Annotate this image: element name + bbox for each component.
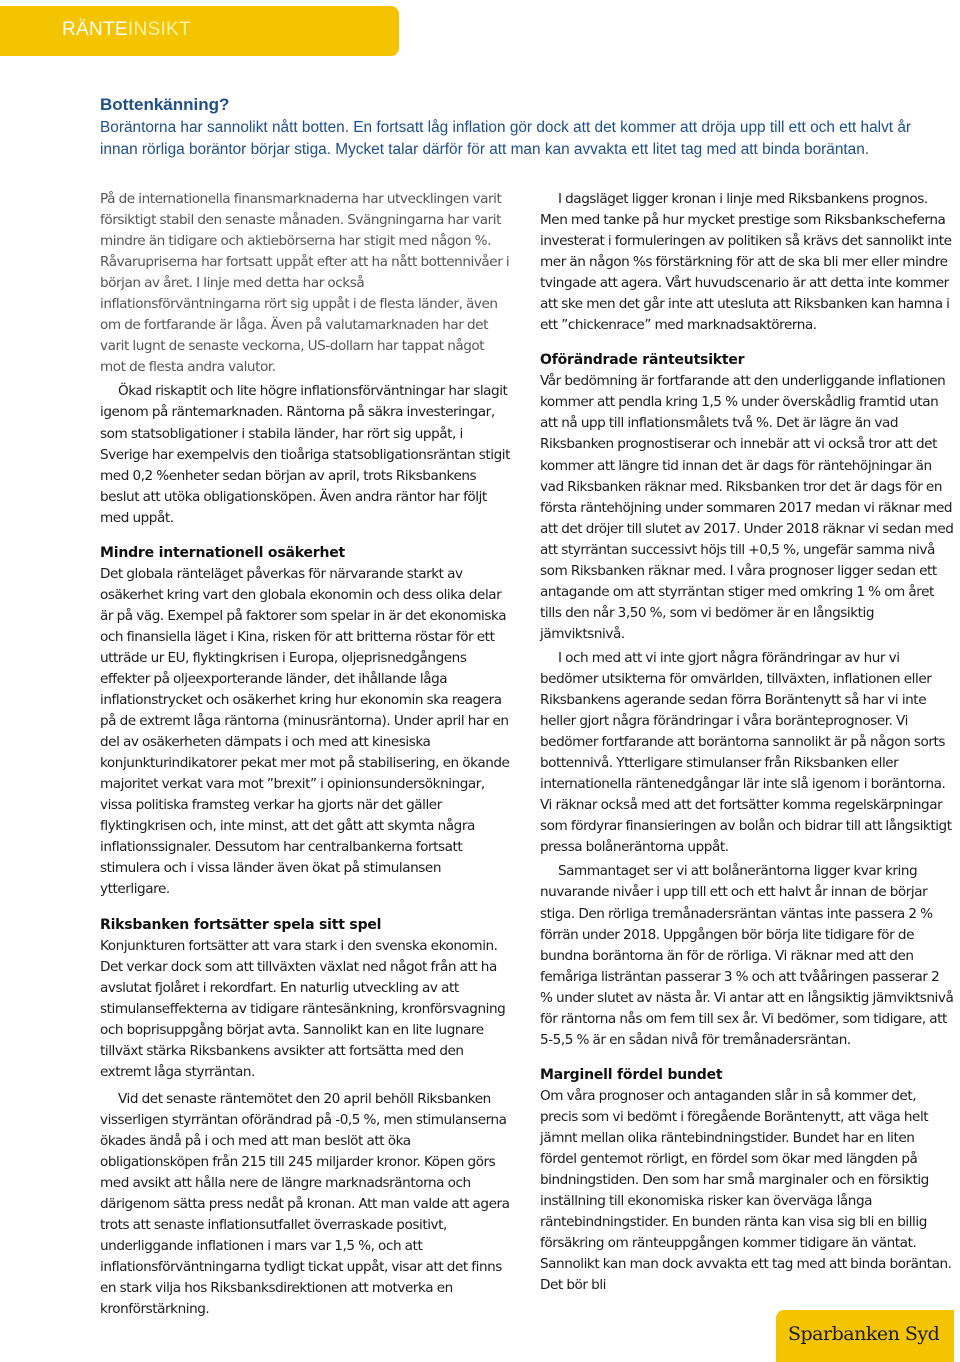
section-heading: Oförändrade ränteutsikter — [540, 352, 745, 369]
publication-title-part1: RÄNTE — [62, 19, 128, 40]
section-heading: Marginell fördel bundet — [540, 1066, 723, 1083]
body-paragraph: På de internationella finansmarknaderna har utvecklingen varit försiktigt stabil den senaste månaden. Svängningarna har varit mindre än tidigare och aktiebörserna har stigit med någon %. Råvarupriserna har fortsatt uppåt efter att ha nått bottennivåer i början av året. I linje med detta har också inflationsförväntningarna rört sig uppåt i de flesta länder, även om de fortfarande är låga. Även på valutamarknaden har det varit lugnt de senaste veckorna, US-dollarn har tappat något mot de flesta andra valutor. — [100, 191, 510, 376]
body-paragraph: Om våra prognoser och antaganden slår in så kommer det, precis som vi bedömt i föregående Boräntenytt, att väga helt jämnt mellan olika räntebindningstider. Bundet har en liten fördel gentemot rörligt, en fördel som ökar med längden på bindningstiden. Den som har små marginaler och en försiktig inställning till ekonomiska risker kan överväga långa räntebindningstider. En bunden ränta kan visa sig bli en billig försäkring om ränteuppgången kommer tidigare än väntat. Sannolikt kan man dock avvakta ett tag med att binda boräntan. Det bör bli — [540, 1087, 952, 1294]
body-paragraph: Vid det senaste räntemötet den 20 april behöll Riksbanken visserligen styrräntan oförändrad på -0,5 %, men stimulanserna ökades ändå på i och med att man beslöt att öka obligationsköpen från 215 till 245 miljarder kronor. Köpen görs med avsikt att hålla nere de längre marknadsräntorna och därigenom sätta press nedåt på kronan. Att man valde att agera trots att senaste inflationsutfallet överraskade positivt, underliggande inflationen i mars var 1,5 %, och att inflationsförväntningarna tydligt tickat uppåt, visar att det finns en stark vilja hos Riksbanksdirektionen att motverka en kronförstärkning. — [100, 1090, 510, 1318]
body-paragraph: Ökad riskaptit och lite högre inflationsförväntningar har slagit igenom på räntemarknaden. Räntorna på säkra investeringar, som statsobligationer i stabila länder, har rört sig uppåt, i Sverige har exempelvis den tioåriga statsobligationsräntan stigit med 0,2 %enheter sedan början av april, trots Riksbankens beslut att utöka obligationsköpen. Även andra räntor har följt med uppåt. — [100, 383, 510, 526]
body-paragraph: Sammantaget ser vi att bolåneräntorna ligger kvar kring nuvarande nivåer i upp till ett och ett halvt år innan de börjar stiga. Den rörliga tremånadersräntan väntas inte passera 2 % förrän under 2018. Uppgången bör börja lite tidigare för de bundna boräntorna än för de rörliga. Vi räknar med att den femåriga listräntan passerar 3 % och att tvååringen passerar 2 % under slutet av nästa år. Vi antar att en långsiktig jämviktsnivå för räntorna nås om fem till sex år. Vi bedömer, som tidigare, att 5-5,5 % är en sådan nivå för tremånadersräntan. — [540, 863, 954, 1048]
publication-title-part2: INSIKT — [127, 19, 191, 40]
body-paragraph: Vår bedömning är fortfarande att den underliggande inflationen kommer att pendla kring 1,5 % under överskådlig framtid utan att nå upp till inflationsmålets två %. Det är lägre än vad Riksbanken prognostiserar och innebär att vi också tror att det kommer att längre tid innan det är dags för räntehöjningar än vad Riksbanken räknar med. Riksbanken tror det är dags för en första räntehöjning under sommaren 2017 medan vi räknar med att det dröjer till slutet av 2017. Under 2018 räknar vi sedan med att styrräntan successivt höjs till +0,5 %, ungefär samma nivå som Riksbanken räknar med. I våra prognoser ligger sedan ett antagande om att styrräntan stiger med omkring 1 % om året tills den når 3,50 %, som vi bedömer är en långsiktig jämviktsnivå. — [540, 373, 954, 642]
publication-title — [62, 19, 191, 41]
intro-section — [100, 93, 940, 161]
sparbanken-logo — [776, 1310, 954, 1362]
body-paragraph: Det globala ränteläget påverkas för närvarande starkt av osäkerhet kring vart den globala ekonomin och dess olika delar är på väg. Exempel på faktorer som spelar in är det ekonomiska och finansiella läget i Kina, risken för att britterna röstar för ett utträde ur EU, flyktingkrisen i Europa, oljeprisnedgångens effekter på oljeexporterande länder, det ihållande låga inflationstrycket och osäkerhet kring hur ekonomin ska reagera på de extremt låga räntorna (minusräntorna). Under april har en del av osäkerheten dämpats i och med att kinesiska konjunkturindikatorer pekat mer mot på stabilisering, en ökande majoritet verkat vara mot ”brexit” i opinionsundersökningar, vissa politiska framsteg verkar ha gjorts när det gäller flyktingkrisen och, inte minst, att det gått att skymta några inflationssignaler. Dessutom har centralbankerna fortsatt stimulera och i vissa länder även ökat på stimulansen ytterligare. — [100, 565, 510, 898]
intro-heading: Bottenkänning? — [100, 95, 230, 114]
intro-text: Boräntorna har sannolikt nått botten. En fortsatt låg inflation gör dock att det kommer att dröja upp till ett och ett halvt år innan rörliga boräntor börjar stiga. Mycket talar därför för att man kan avvakta ett litet tag med att binda boräntan. — [100, 119, 912, 158]
right-column — [540, 189, 954, 1296]
left-column — [100, 189, 512, 1320]
header-banner — [0, 6, 399, 56]
section-heading: Riksbanken fortsätter spela sitt spel — [100, 916, 382, 933]
logo-text: Sparbanken Syd — [788, 1323, 940, 1345]
body-paragraph: Konjunkturen fortsätter att vara stark i den svenska ekonomin. Det verkar dock som att tillväxten växlat ned något från att ha avslutat fjolåret i rekordfart. En naturlig utveckling av att stimulanseffekterna av tidigare räntesänkning, kronförsvagning och boprisuppgång börjat avta. Sannolikt kan en lite lugnare tillväxt stärka Riksbankens avsikter att fortsätta med den extremt låga styrräntan. — [100, 937, 506, 1080]
section-heading: Mindre internationell osäkerhet — [100, 544, 345, 561]
body-paragraph: I dagsläget ligger kronan i linje med Riksbankens prognos. Men med tanke på hur mycket prestige som Riksbankscheferna investerat i formuleringen av politiken så krävs det sannolikt inte mer än någon %s förstärkning för att de ska bli mer eller mindre tvingade att agera. Vårt huvudscenario är att detta inte kommer att ske men det går inte att utesluta att Riksbanken kan hamna i ett ”chickenrace” med marknadsaktörerna. — [540, 191, 952, 334]
body-paragraph: I och med att vi inte gjort några förändringar av hur vi bedömer utsikterna för omvärlden, tillväxten, inflationen eller Riksbankens agerande sedan förra Boräntenytt så har vi inte heller gjort några förändringar i våra boränteprognoser. Vi bedömer fortfarande att boräntorna sannolikt är på någon sorts bottennivå. Ytterligare stimulanser från Riksbanken eller internationella räntenedgångar lär inte slå igenom i boräntorna. Vi räknar också med att det fortsätter komma regelskärpningar som fördyrar finansieringen av bolån och bidrar till att långsiktigt pressa bolåneräntorna uppåt. — [540, 649, 952, 856]
